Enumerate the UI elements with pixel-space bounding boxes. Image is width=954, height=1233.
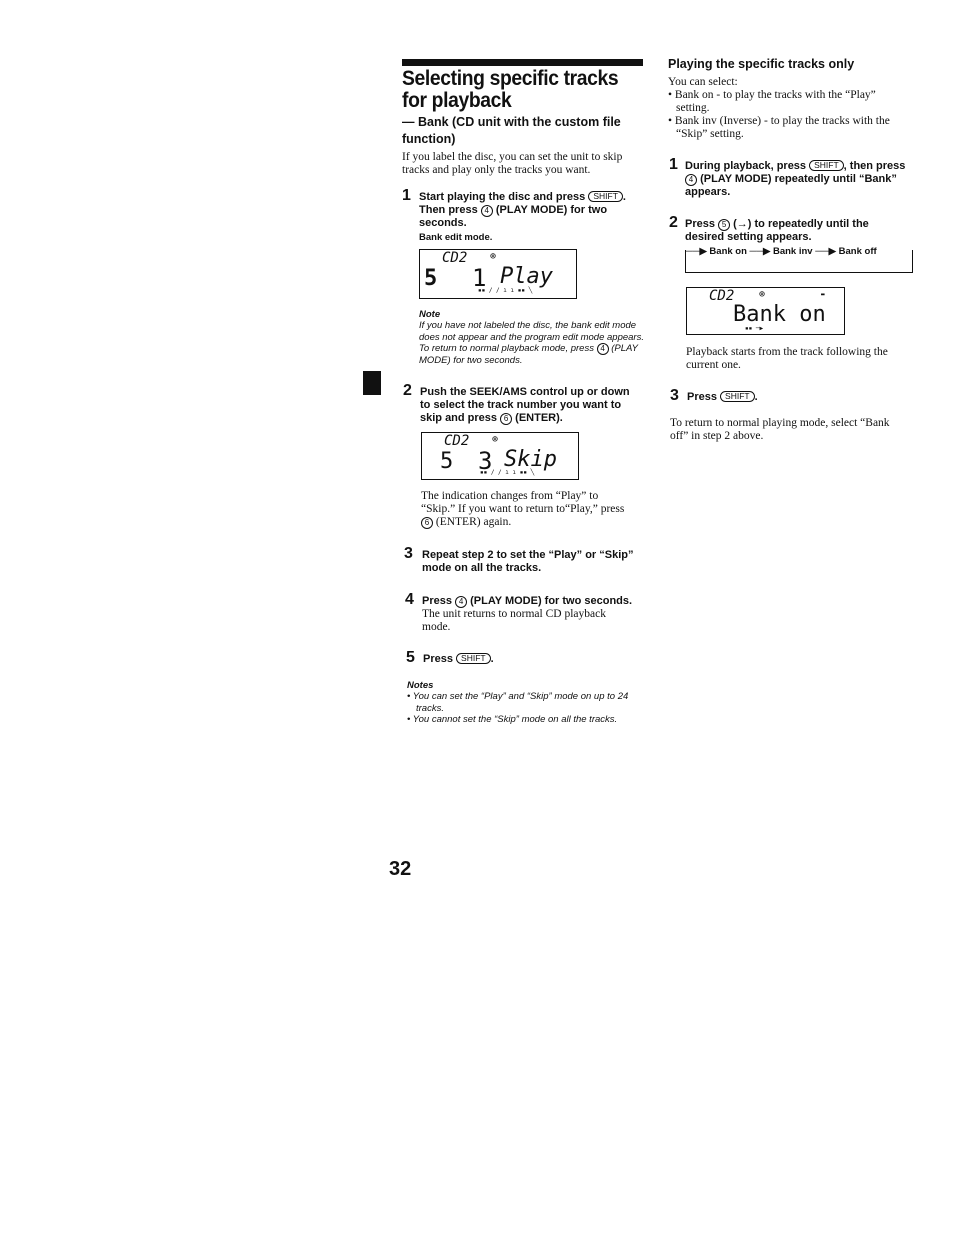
- button-4-icon: 4: [481, 205, 493, 217]
- right-intro: You can select:: [668, 76, 738, 88]
- lcd-segment-marks: ▪▪ ─▶: [745, 325, 764, 332]
- step-5-number: 5: [406, 649, 415, 666]
- step-4-body: The unit returns to normal CD playback mode.: [422, 608, 606, 633]
- note-item: • You cannot set the “Skip” mode on all the tracks.: [407, 714, 618, 725]
- lcd-track-number: 1: [472, 264, 487, 292]
- lcd-label: CD2: [442, 250, 468, 266]
- disc-icon: ⊚: [759, 289, 766, 300]
- step-2-body: The indication changes from “Play” to “Skip.” If you want to return to“Play,” press 6 (ENTER) again.: [421, 490, 625, 528]
- option-item: • Bank on - to play the tracks with the “Play” setting.: [668, 89, 876, 114]
- title-rule: [402, 59, 643, 66]
- right-step-3-text: Press SHIFT .: [687, 391, 758, 403]
- step-2-number: 2: [403, 382, 412, 399]
- shift-key-icon: SHIFT: [588, 191, 623, 202]
- step-4-number: 4: [405, 591, 414, 608]
- button-4-icon: 4: [455, 596, 467, 608]
- button-5-icon: 5: [718, 219, 730, 231]
- cycle-bank-inv: Bank inv: [772, 246, 813, 257]
- step-4-text: Press 4 (PLAY MODE) for two seconds.: [422, 595, 633, 607]
- right-step-2-text: Press 5 (→) to repeatedly until the desired setting appears.: [685, 218, 869, 243]
- step-3-text: Repeat step 2 to set the “Play” or “Skip” mode on all the tracks.: [422, 549, 634, 574]
- right-footer-text: To return to normal playing mode, select “Bank off” in step 2 above.: [670, 417, 890, 442]
- arrow-right-icon: ──▶: [749, 246, 771, 257]
- arrow-right-icon: ──▶: [815, 246, 836, 257]
- right-step-2-number: 2: [669, 214, 678, 231]
- bank-indicator-icon: ▬: [821, 291, 825, 298]
- notes-heading: Notes: [407, 680, 434, 691]
- lcd-segment-marks: ▪▪ / / ı ı ▪▪ ╲: [478, 287, 533, 294]
- step-3-number: 3: [404, 545, 413, 562]
- note-heading: Note: [419, 309, 441, 320]
- button-6-icon: 6: [421, 517, 433, 529]
- shift-key-icon: SHIFT: [456, 653, 491, 664]
- lcd-mode-text: Skip: [504, 447, 557, 472]
- shift-key-icon: SHIFT: [809, 160, 844, 171]
- lcd-display-play: [419, 249, 577, 299]
- right-step-1-text: During playback, press SHIFT , then press 4 (PLAY MODE) repeatedly until “Bank” appears.: [685, 160, 906, 198]
- right-step-3-number: 3: [670, 387, 679, 404]
- lcd-display-skip: [421, 432, 579, 480]
- right-step-2-body: Playback starts from the track following the current one.: [686, 346, 888, 371]
- button-4-icon: 4: [685, 174, 697, 186]
- step-2-text: Push the SEEK/AMS control up or down to select the track number you want to skip and press 6 (ENTER).: [420, 386, 630, 424]
- step-5-text: Press SHIFT .: [423, 653, 494, 665]
- lcd-label: CD2: [444, 433, 470, 449]
- note-text: If you have not labeled the disc, the bank edit mode does not appear and the program edit mode appears. To return to normal playback mode, press 4 (PLAY MODE) for two seconds.: [419, 320, 644, 366]
- bank-edit-caption: Bank edit mode.: [419, 232, 493, 243]
- page-number: 32: [389, 858, 412, 880]
- cycle-bank-off: Bank off: [838, 246, 877, 257]
- lcd-segment-marks: ▪▪ / / ı ı ▪▪ ╲: [480, 469, 535, 476]
- page-title: Selecting specific tracks for playback: [402, 67, 619, 112]
- lcd-disc-number: 5: [424, 266, 438, 291]
- lcd-disc-number: 5: [440, 449, 454, 474]
- step-1-number: 1: [402, 187, 411, 204]
- page-subtitle: — Bank (CD unit with the custom file function): [402, 115, 621, 146]
- note-item: • You can set the “Play” and “Skip” mode on up to 24 tracks.: [407, 691, 629, 714]
- notes-list: [407, 691, 642, 726]
- disc-icon: ⊚: [490, 251, 497, 262]
- lcd-mode-text: Bank on: [733, 302, 826, 327]
- button-4-icon: 4: [597, 343, 609, 355]
- right-step-1-number: 1: [669, 156, 678, 173]
- mode-cycle-diagram: [685, 246, 913, 273]
- lcd-label: CD2: [709, 288, 735, 304]
- shift-key-icon: SHIFT: [720, 391, 755, 402]
- step-1-text: Start playing the disc and press SHIFT . Then press 4 (PLAY MODE) for two seconds.: [419, 191, 626, 229]
- option-list: [668, 89, 906, 141]
- arrow-right-icon: ──▶: [686, 246, 707, 257]
- cycle-bank-on: Bank on: [709, 246, 747, 257]
- lcd-display-bank: [686, 287, 845, 335]
- button-6-icon: 6: [500, 413, 512, 425]
- option-item: • Bank inv (Inverse) - to play the tracks with the “Skip” setting.: [668, 115, 890, 140]
- intro-text: If you label the disc, you can set the unit to skip tracks and play only the tracks you want.: [402, 151, 623, 176]
- section-heading: Playing the specific tracks only: [668, 57, 855, 71]
- disc-icon: ⊚: [492, 434, 499, 445]
- lcd-track-number: 3: [478, 447, 493, 475]
- lcd-mode-text: Play: [500, 264, 553, 289]
- section-marker: [363, 371, 381, 395]
